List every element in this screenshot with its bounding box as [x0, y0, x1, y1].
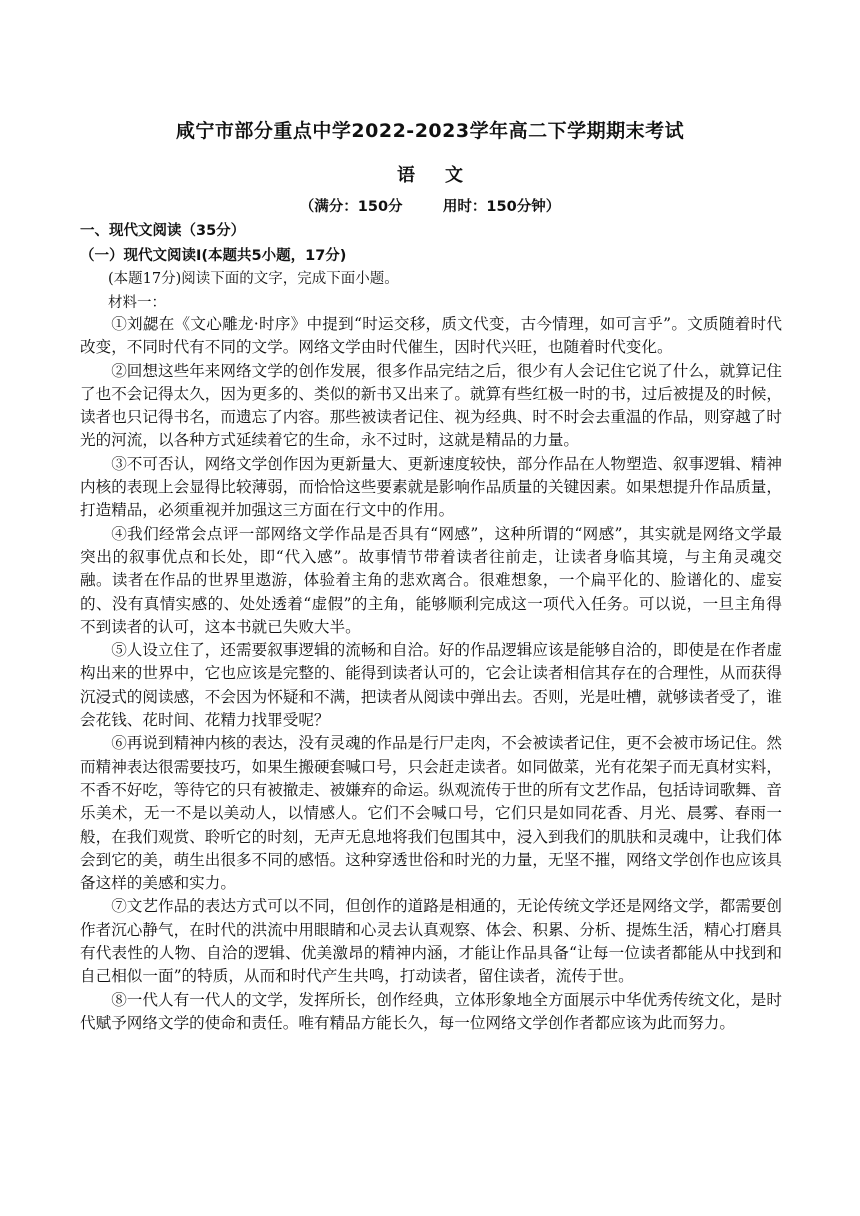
paragraph-2: ②回想这些年来网络文学的创作发展，很多作品完结之后，很少有人会记住它说了什么，就算记住了也不会记得太久，因为更多的、类似的新书又出来了。就算有些红极一时的书，过后被提及的时候，读者也只记得书名，而遗忘了内容。那些被读者记住、视为经典、时不时会去重温的作品，则穿越了时光的河流，以各种方式延续着它的生命，永不过时，这就是精品的力量。: [80, 361, 782, 450]
paragraph-5: ⑤人设立住了，还需要叙事逻辑的流畅和自洽。好的作品逻辑应该是能够自洽的，即使是在作者虚构出来的世界中，它也应该是完整的、能得到读者认可的，它会让读者相信其存在的合理性，从而获得沉浸式的阅读感，不会因为怀疑和不满，把读者从阅读中弹出去。否则，光是吐槽，就够读者受了，谁会花钱、花时间、花精力找罪受呢？: [80, 641, 782, 730]
passage-body: [80, 313, 782, 1035]
paragraph-1: ①刘勰在《文心雕龙·时序》中提到“时运交移，质文代变，古今情理，如可言乎”。文质随着时代改变，不同时代有不同的文学。网络文学由时代催生，因时代兴旺，也随着时代变化。: [80, 315, 782, 357]
section-heading-modern-reading: 一、现代文阅读（35分）: [80, 223, 246, 239]
paragraph-3: ③不可否认，网络文学创作因为更新量大、更新速度较快，部分作品在人物塑造、叙事逻辑、精神内核的表现上会显得比较薄弱，而恰恰这些要素就是影响作品质量的关键因素。如果想提升作品质量，打造精品，必须重视并加强这三方面在行文中的作用。: [80, 454, 782, 520]
question-instruction: (本题17分)阅读下面的文字，完成下面小题。: [108, 271, 399, 287]
paragraph-8: ⑧一代人有一代人的文学，发挥所长，创作经典，立体形象地全方面展示中华优秀传统文化，是时代赋予网络文学的使命和责任。唯有精品方能长久，每一位网络文学创作者都应该为此而努力。: [80, 990, 782, 1032]
score-time-info: （满分：150分 用时：150分钟）: [299, 199, 561, 215]
exam-title: 咸宁市部分重点中学2022-2023学年高二下学期期末考试: [175, 120, 685, 142]
paragraph-7: ⑦文艺作品的表达方式可以不同，但创作的道路是相通的，无论传统文学还是网络文学，都需要创作者沉心静气，在时代的洪流中用眼睛和心灵去认真观察、体会、积累、分析、提炼生活，精心打磨具有代表性的人物、自洽的逻辑、优美激昂的精神内涵，才能让作品具备“让每一位读者都能从中找到和自己相似一面”的特质，从而和时代产生共鸣，打动读者，留住读者，流传于世。: [80, 897, 782, 986]
paragraph-4: ④我们经常会点评一部网络文学作品是否具有“网感”，这种所谓的“网感”，其实就是网络文学最突出的叙事优点和长处，即“代入感”。故事情节带着读者往前走，让读者身临其境，与主角灵魂交融。读者在作品的世界里遨游，体验着主角的悲欢离合。很难想象，一个扁平化的、脸谱化的、虚妄的、没有真情实感的、处处透着“虚假”的主角，能够顺利完成这一项代入任务。可以说，一旦主角得不到读者的认可，这本书就已失败大半。: [80, 524, 782, 636]
subsection-heading-reading-1: （一）现代文阅读Ⅰ(本题共5小题，17分): [80, 248, 347, 264]
material-label: 材料一：: [108, 295, 166, 311]
paragraph-6: ⑥再说到精神内核的表达，没有灵魂的作品是行尸走肉，不会被读者记住，更不会被市场记住。然而精神表达很需要技巧，如果生搬硬套喊口号，只会赶走读者。如同做菜，光有花架子而无真材实料，不香不好吃，等待它的只有被撤走、被嫌弃的命运。纵观流传于世的所有文艺作品，包括诗词歌舞、音乐美术，无一不是以美动人，以情感人。它们不会喊口号，它们只是如同花香、月光、晨雾、春雨一般，在我们观赏、聆听它的时刻，无声无息地将我们包围其中，浸入到我们的肌肤和灵魂中，让我们体会到它的美，萌生出很多不同的感悟。这种穿透世俗和时光的力量，无坚不摧，网络文学创作也应该具备这样的美感和实力。: [80, 734, 782, 893]
subject-heading: 语文: [397, 165, 493, 186]
